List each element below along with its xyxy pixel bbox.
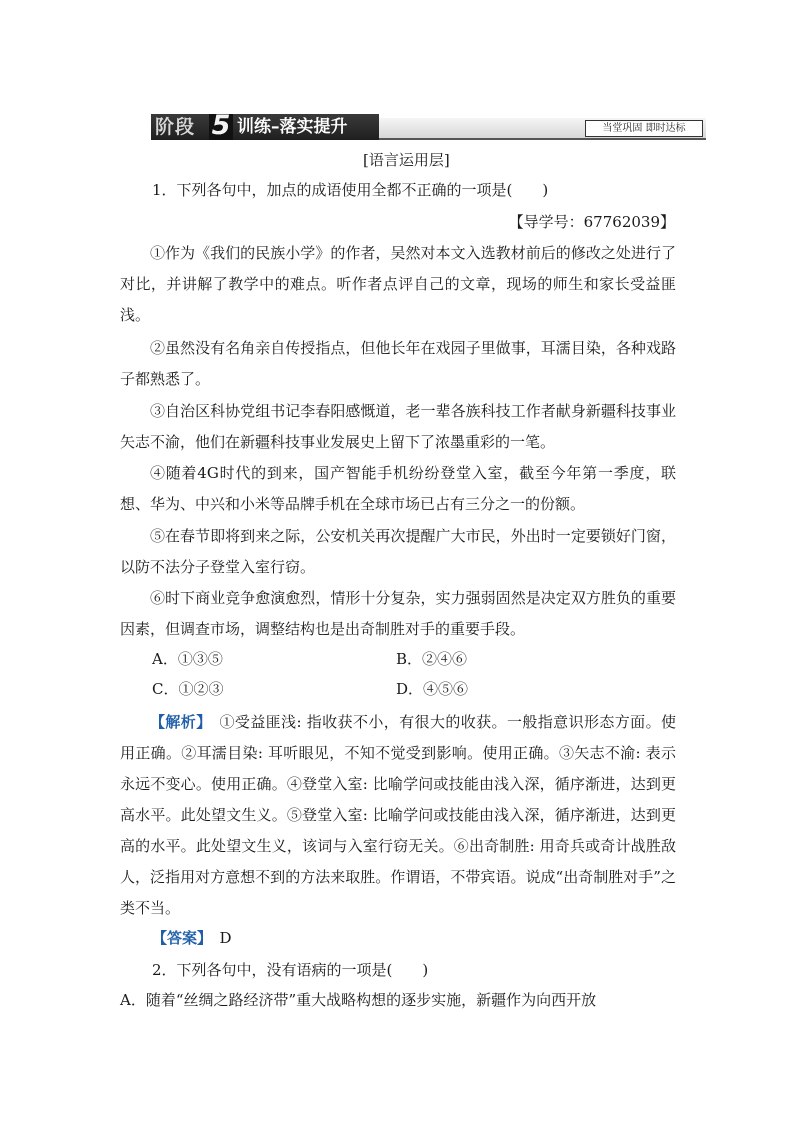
analysis-text: ①受益匪浅: 指收获不小，有很大的收获。一般指意识形态方面。使用正确。②耳濡目染: 耳听眼见，不知不觉受到影响。使用正确。③矢志不渝: 表示永远不变心。使用正确。④登堂入室: 比喻学问或技能由浅入深，循序渐进，达到更高水平。此处望文生义。⑤登堂入室: 比喻学问或技能由浅入深，循序渐进，达到更高的水平。此处望文生义，该词与入室行窃无关。⑥出奇制胜: 用奇兵或奇计战胜敌人，泛指用对方意想不到的方法来取胜。作谓语，不带宾语。说成“出奇制胜对手”之类不当。	[120, 713, 676, 917]
banner-title: 训练–落实提升	[237, 117, 348, 137]
answer-label: 【答案】	[152, 929, 205, 947]
section-heading: [语言运用层]	[363, 151, 450, 169]
answer-line	[152, 928, 232, 948]
sentence-1: ①作为《我们的民族小学》的作者，吴然对本文入选教材前后的修改之处进行了对比，并讲解了教学中的难点。听作者点评自己的文章，现场的师生和家长受益匪浅。	[120, 244, 676, 324]
stage-number: 5	[211, 110, 231, 141]
question-2-stem: 2．下列各句中，没有语病的一项是( )	[152, 961, 429, 979]
sentence-6: ⑥时下商业竞争愈演愈烈，情形十分复杂，实力强弱固然是决定双方胜负的重要因素，但调查市场，调整结构也是出奇制胜对手的重要手段。	[120, 589, 676, 638]
option-b: B．②④⑥	[396, 650, 468, 668]
sentence-4: ④随着4G时代的到来，国产智能手机纷纷登堂入室，截至今年第一季度，联想、华为、中兴和小米等品牌手机在全球市场已占有三分之一的份额。	[120, 464, 676, 513]
sentence-3: ③自治区科协党组书记李春阳感慨道，老一辈各族科技工作者献身新疆科技事业矢志不渝，他们在新疆科技事业发展史上留下了浓墨重彩的一笔。	[120, 402, 676, 451]
guide-reference: 【导学号：67762039】	[508, 213, 675, 231]
sentence-2: ②虽然没有名角亲自传授指点，但他长年在戏园子里做事，耳濡目染，各种戏路子都熟悉了。	[120, 339, 676, 388]
banner-tag: 当堂巩固 即时达标	[585, 120, 703, 137]
answer-value: D	[219, 929, 232, 947]
option-a: A．①③⑤	[152, 650, 223, 668]
analysis-block	[120, 707, 676, 924]
question-1-stem: 1．下列各句中，加点的成语使用全都不正确的一项是( )	[152, 181, 549, 199]
question-2-option-a: A．随着“丝绸之路经济带”重大战略构想的逐步实施，新疆作为向西开放	[120, 991, 597, 1009]
stage-banner	[151, 110, 706, 141]
analysis-label: 【解析】	[150, 713, 205, 731]
option-c: C．①②③	[152, 680, 224, 698]
sentence-5: ⑤在春节即将到来之际，公安机关再次提醒广大市民，外出时一定要锁好门窗，以防不法分子登堂入室行窃。	[120, 527, 676, 576]
option-d: D．④⑤⑥	[396, 680, 469, 698]
stage-label: 阶段	[155, 116, 196, 138]
